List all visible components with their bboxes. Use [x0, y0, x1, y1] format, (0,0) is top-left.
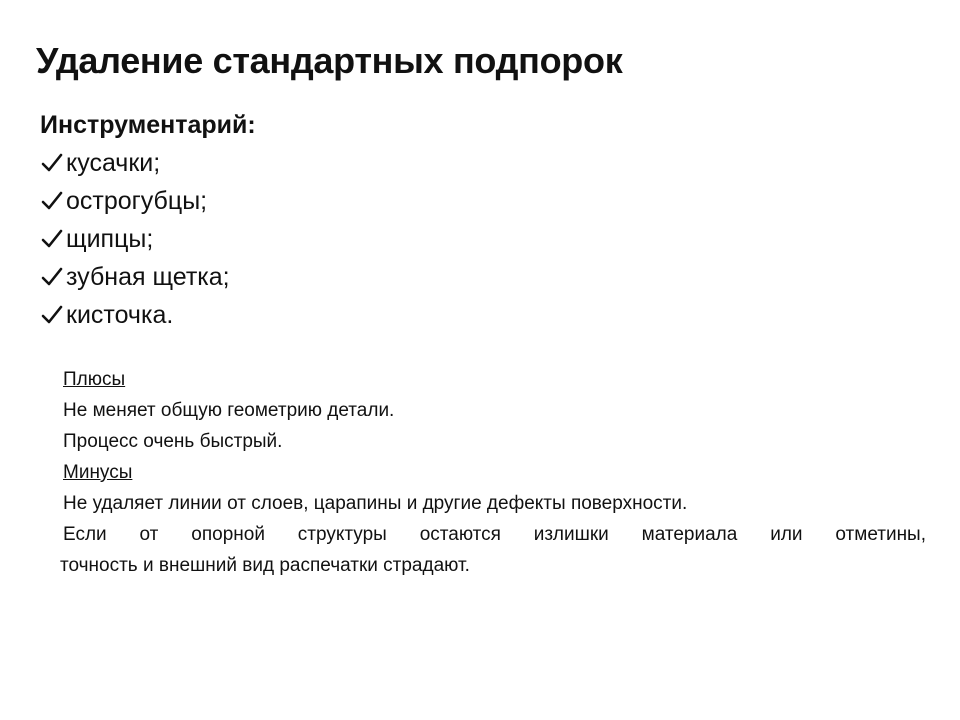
tool-label: острогубцы; [66, 187, 208, 215]
checkmark-icon [40, 303, 64, 327]
cons-item: Если от опорной структуры остаются излишки материала или отметины, [63, 524, 926, 545]
cons-item: Не удаляет линии от слоев, царапины и другие дефекты поверхности. [63, 493, 688, 514]
checkmark-icon [40, 227, 64, 251]
pros-item: Не меняет общую геометрию детали. [63, 400, 395, 421]
checkmark-icon [40, 265, 64, 289]
tool-label: зубная щетка; [66, 263, 230, 291]
pros-item: Процесс очень быстрый. [63, 431, 283, 452]
tool-item [40, 258, 640, 296]
checkmark-icon [40, 151, 64, 175]
cons-heading: Минусы [63, 462, 133, 483]
tool-item [40, 144, 640, 182]
tools-section [40, 106, 640, 334]
tools-list [40, 144, 640, 334]
tool-item [40, 182, 640, 220]
checkmark-icon [40, 189, 64, 213]
tool-label: кусачки; [66, 149, 161, 177]
tools-heading: Инструментарий: [40, 111, 256, 139]
cons-item-continuation: точность и внешний вид распечатки страдают. [60, 555, 470, 576]
pros-heading: Плюсы [63, 369, 126, 390]
notes-section [60, 364, 926, 581]
tool-label: кисточка. [66, 301, 174, 329]
tool-item [40, 296, 640, 334]
slide-title: Удаление стандартных подпорок [36, 40, 623, 81]
tool-label: щипцы; [66, 225, 154, 253]
tool-item [40, 220, 640, 258]
